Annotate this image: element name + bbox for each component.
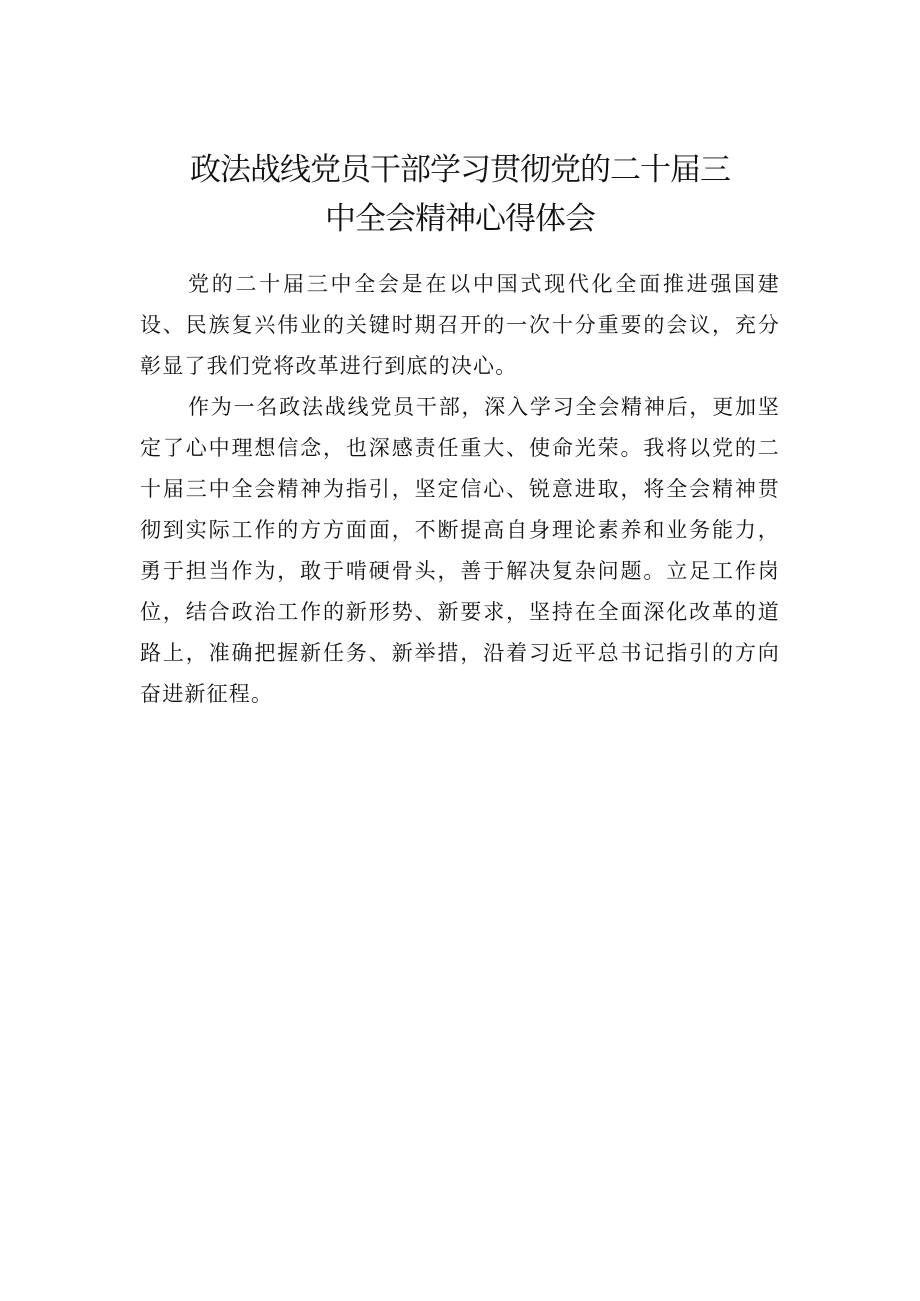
paragraph-2-line-6: 位，结合政治工作的新形势、新要求，坚持在全面深化改革的道 xyxy=(140,600,780,624)
title-line-1: 政法战线党员干部学习贯彻党的二十届三 xyxy=(190,152,730,188)
document-title xyxy=(140,146,780,244)
paragraph-2-line-3: 十届三中全会精神为指引，坚定信心、锐意进取，将全会精神贯 xyxy=(140,477,780,501)
paragraph-2-line-8: 奋进新征程。 xyxy=(140,682,274,706)
paragraph-1-line-2: 设、民族复兴伟业的关键时期召开的一次十分重要的会议，充分 xyxy=(140,313,780,337)
paragraph-2-line-7: 路上，准确把握新任务、新举措，沿着习近平总书记指引的方向 xyxy=(140,641,780,665)
paragraph-2-line-4: 彻到实际工作的方方面面，不断提高自身理论素养和业务能力， xyxy=(140,518,780,542)
paragraph-2 xyxy=(140,387,780,715)
document-body xyxy=(140,264,780,715)
paragraph-1 xyxy=(140,264,780,387)
paragraph-2-line-2: 定了心中理想信念，也深感责任重大、使命光荣。我将以党的二 xyxy=(140,436,780,460)
paragraph-2-line-5: 勇于担当作为，敢于啃硬骨头，善于解决复杂问题。立足工作岗 xyxy=(140,559,780,583)
paragraph-1-line-1: 党的二十届三中全会是在以中国式现代化全面推进强国建 xyxy=(188,272,780,296)
paragraph-2-line-1: 作为一名政法战线党员干部，深入学习全会精神后，更加坚 xyxy=(188,395,780,419)
title-line-2: 中全会精神心得体会 xyxy=(325,201,595,237)
paragraph-1-line-3: 彰显了我们党将改革进行到底的决心。 xyxy=(140,354,518,378)
